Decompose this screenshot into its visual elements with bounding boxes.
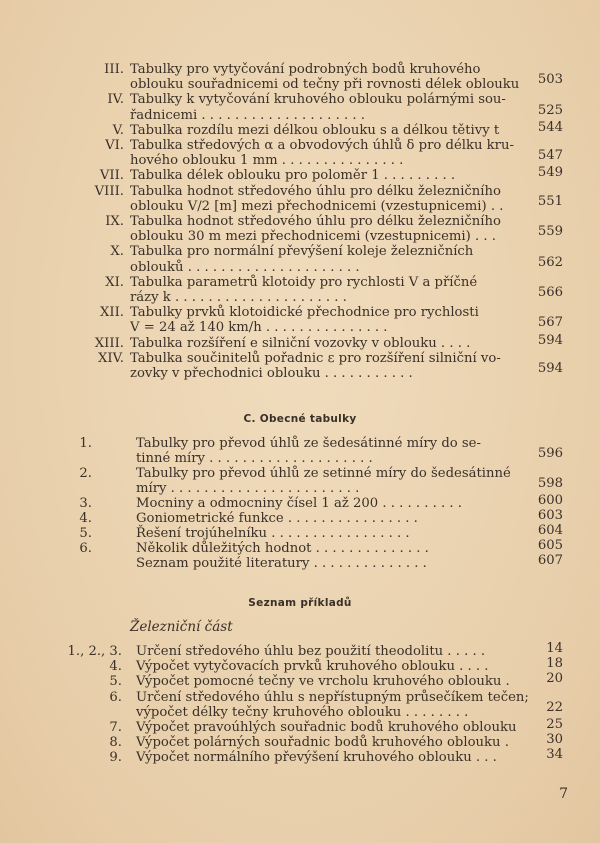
entry-text-line: Tabulky pro vytyčování podrobných bodů kruhového xyxy=(130,62,481,77)
entry-text-line: Výpočet polárných souřadnic bodů kruhového oblouku . xyxy=(136,735,509,751)
entry-text-line: výpočet délky tečny kruhového oblouku . . . . . . . . xyxy=(136,704,469,720)
entry-page-number: 598 xyxy=(537,476,563,491)
entry-text-line: Řešení trojúhelníku . . . . . . . . . . . . . . . . . xyxy=(136,526,410,541)
entry-page-number: 14 xyxy=(546,641,563,656)
entry-page-number: 594 xyxy=(537,361,563,376)
entry-number: 7. xyxy=(109,720,122,735)
entry-text-line: Tabulka součinitelů pořadnic ε pro rozšíření silniční vo- xyxy=(130,350,501,366)
entry-text-line: hového oblouku 1 mm . . . . . . . . . . . . . . . xyxy=(130,153,404,169)
entry-text-line: Tabulky prvků klotoidické přechodnice pro rychlosti xyxy=(130,305,479,321)
entry-page-number: 544 xyxy=(537,119,563,135)
entry-number: VII. xyxy=(99,168,124,184)
entry-number: 2. xyxy=(79,466,92,481)
entry-text-line: Tabulka rozšíření e silniční vozovky v oblouku . . . . xyxy=(130,335,471,351)
entry-text-line: Výpočet pravoúhlých souřadnic bodů kruhového oblouku xyxy=(136,720,517,735)
entry-number: 4. xyxy=(79,511,92,526)
entry-page-number: 551 xyxy=(537,193,563,209)
entry-page-number: 25 xyxy=(546,717,563,732)
entry-text-line: Výpočet normálního převýšení kruhového oblouku . . . xyxy=(136,750,497,766)
entry-number: 1. xyxy=(79,436,92,451)
entry-text-line: oblouků . . . . . . . . . . . . . . . . . . . . . xyxy=(130,259,360,275)
entry-text-line: Mocniny a odmocniny čísel 1 až 200 . . . . . . . . . . xyxy=(136,496,462,511)
entry-text-line: Výpočet vytyčovacích prvků kruhového oblouku . . . . xyxy=(136,659,489,675)
entry-text-line: Tabulka hodnot středového úhlu pro délku železničního xyxy=(130,214,501,229)
entry-page-number: 604 xyxy=(537,523,563,538)
entry-number: III. xyxy=(104,62,124,77)
entry-number: 1., 2., 3. xyxy=(67,644,122,659)
entry-page-number: 20 xyxy=(546,671,563,687)
entry-page-number: 559 xyxy=(537,224,563,240)
entry-text-line: řadnicemi . . . . . . . . . . . . . . . . . . . . xyxy=(130,107,365,123)
examples-subheading: Železniční část xyxy=(130,619,233,635)
entry-text-line: Tabulka hodnot středového úhlu pro délku železničního xyxy=(130,183,501,199)
entry-text-line: Tabulky pro převod úhlů ze šedesátinné míry do se- xyxy=(136,436,481,451)
page-number: 7 xyxy=(559,786,568,802)
entry-page-number: 562 xyxy=(537,254,563,270)
entry-text-line: Goniometrické funkce . . . . . . . . . . . . . . . . xyxy=(136,511,418,526)
entry-page-number: 30 xyxy=(546,732,563,748)
entry-text-line: Určení středového úhlu bez použití theodolitu . . . . . xyxy=(136,644,486,659)
entry-page-number: 525 xyxy=(537,102,563,118)
entry-number: XIII. xyxy=(94,335,124,351)
entry-text-line: tinné míry . . . . . . . . . . . . . . . . . . . . xyxy=(136,451,373,466)
entry-page-number: 594 xyxy=(537,332,563,348)
entry-page-number: 607 xyxy=(537,553,563,568)
entry-text-line: rázy k . . . . . . . . . . . . . . . . . . . . . xyxy=(130,290,347,305)
entry-number: 5. xyxy=(109,674,122,690)
entry-page-number: 18 xyxy=(546,656,563,672)
entry-text-line: zovky v přechodnici oblouku . . . . . . . . . . . xyxy=(130,366,413,381)
entry-text-line: oblouku 30 m mezi přechodnicemi (vzestupnicemi) . . . xyxy=(130,229,496,245)
entry-page-number: 567 xyxy=(537,315,563,331)
entry-text-line: Několik důležitých hodnot . . . . . . . . . . . . . . xyxy=(136,541,429,556)
entry-text-line: V = 24 až 140 km/h . . . . . . . . . . . . . . . xyxy=(130,320,388,336)
entry-number: XIV. xyxy=(97,350,124,366)
entry-number: IV. xyxy=(107,92,124,108)
section-c-heading: C. Obecné tabulky xyxy=(243,413,357,425)
entry-text-line: oblouku V/2 [m] mezi přechodnicemi (vzestupnicemi) . . xyxy=(130,198,504,214)
entry-text-line: Tabulka délek oblouku pro poloměr 1 . . . . . . . . . xyxy=(130,168,456,184)
entry-text-line: míry . . . . . . . . . . . . . . . . . . . . . . . xyxy=(136,481,360,496)
entry-page-number: 34 xyxy=(546,747,563,763)
entry-text-line: Tabulka rozdílu mezi délkou oblouku s a délkou tětivy t xyxy=(130,122,500,138)
entry-text-line: Tabulka středových α a obvodových úhlů δ pro délku kru- xyxy=(130,138,514,153)
entry-number: 6. xyxy=(79,541,92,556)
entry-page-number: 603 xyxy=(537,508,563,523)
entry-number: VI. xyxy=(105,138,124,153)
entry-page-number: 547 xyxy=(537,148,563,164)
entry-number: 4. xyxy=(109,659,122,675)
entry-text-line: Tabulky k vytyčování kruhového oblouku polárnými sou- xyxy=(130,92,506,108)
entry-text-line: oblouku souřadnicemi od tečny při rovnosti délek oblouku xyxy=(130,77,520,93)
entry-page-number: 605 xyxy=(537,538,563,553)
entry-number: 6. xyxy=(109,689,122,705)
entry-text-line: Výpočet pomocné tečny ve vrcholu kruhového oblouku . xyxy=(136,674,510,690)
entry-number: VIII. xyxy=(94,183,124,199)
entry-number: 8. xyxy=(109,735,122,751)
entry-number: 5. xyxy=(79,526,92,541)
entry-number: V. xyxy=(112,122,124,138)
entry-number: X. xyxy=(110,244,124,260)
entry-number: XI. xyxy=(105,274,124,290)
entry-page-number: 566 xyxy=(537,285,563,300)
entry-number: 3. xyxy=(79,496,92,511)
entry-number: IX. xyxy=(105,214,124,229)
entry-text-line: Tabulky pro převod úhlů ze setinné míry do šedesátinné xyxy=(136,466,511,481)
entry-page-number: 503 xyxy=(537,72,563,88)
entry-page-number: 600 xyxy=(537,493,563,508)
entry-number: 9. xyxy=(109,750,122,766)
entry-page-number: 596 xyxy=(537,446,563,461)
entry-number: XII. xyxy=(100,305,124,321)
entry-page-number: 549 xyxy=(537,165,563,181)
entry-text-line: Tabulka parametrů klotoidy pro rychlosti V a příčné xyxy=(130,274,478,290)
entry-text-line: Určení středového úhlu s nepřístupným průsečíkem tečen; xyxy=(136,689,529,705)
examples-heading: Seznam příkladů xyxy=(248,597,352,609)
entry-text-line: Tabulka pro normální převýšení koleje železničních xyxy=(130,244,474,260)
entry-page-number: 22 xyxy=(546,699,563,715)
entry-text-line: Seznam použité literatury . . . . . . . . . . . . . . xyxy=(136,556,427,571)
